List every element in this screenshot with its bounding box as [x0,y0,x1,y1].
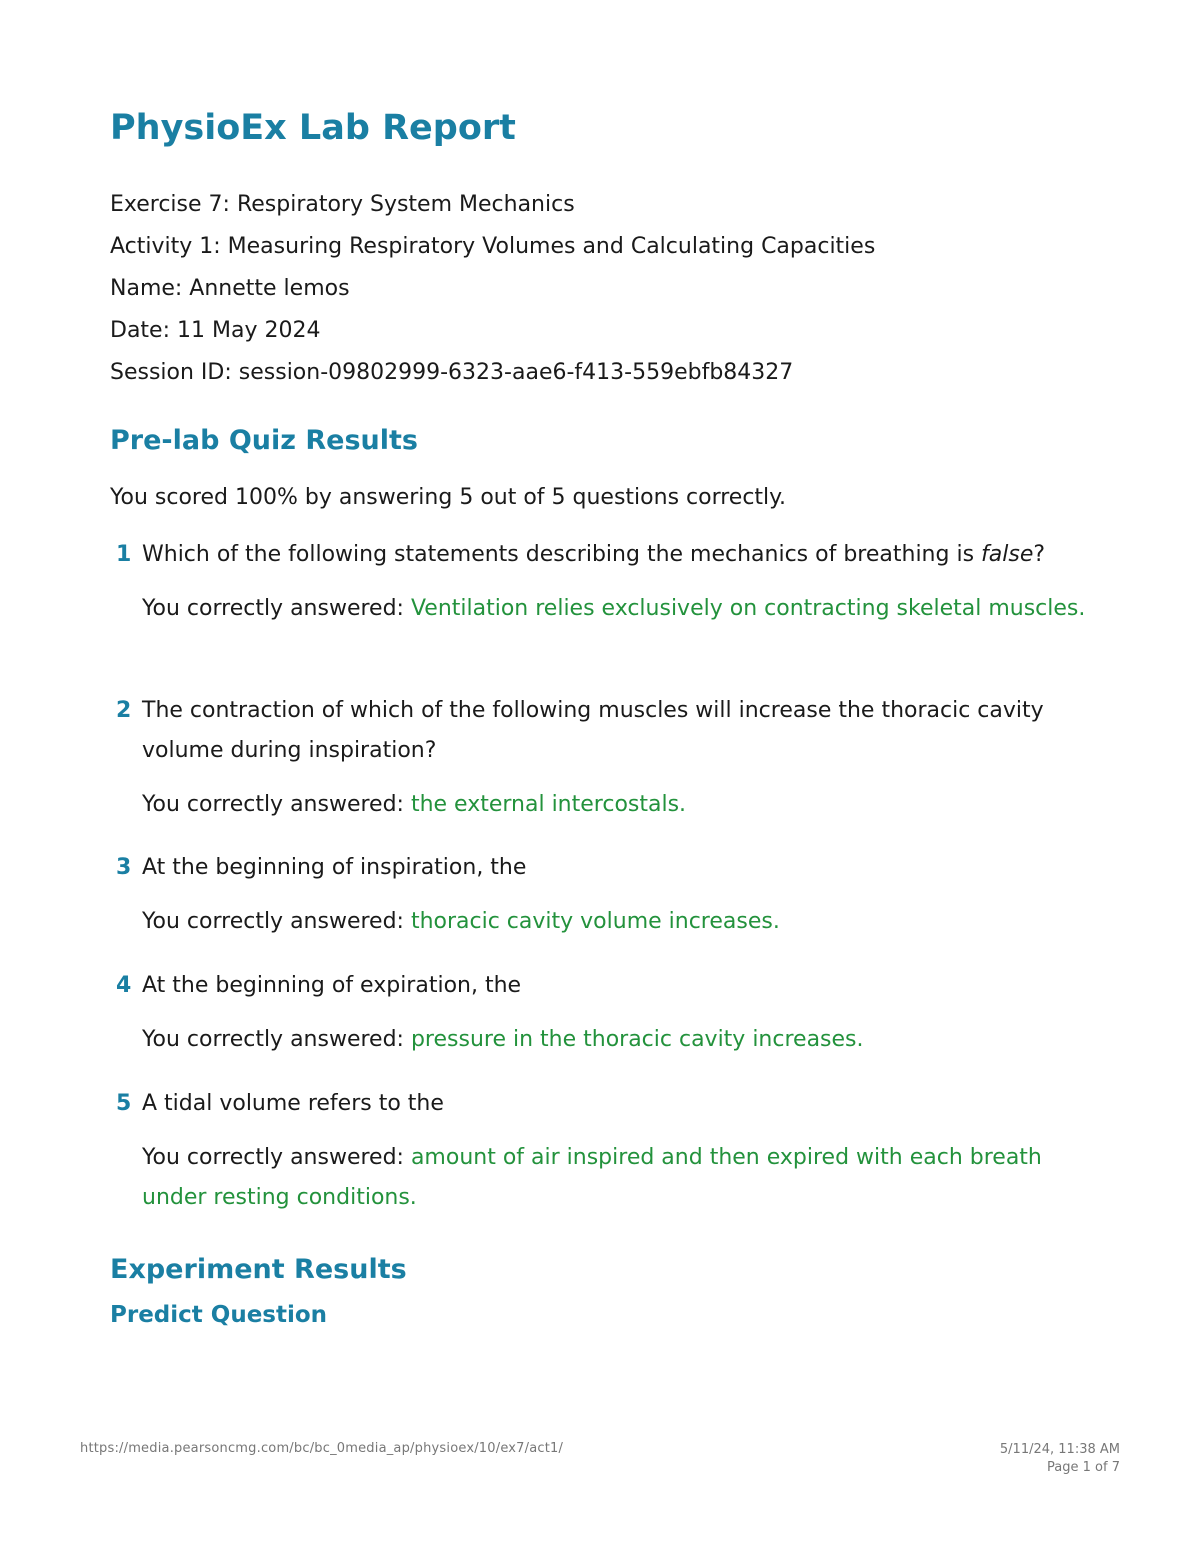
question-text: At the beginning of expiration, the [142,973,522,998]
question-number: 2 [116,698,132,723]
experiment-heading: Experiment Results [110,1254,407,1285]
answer-prefix: You correctly answered: [142,792,411,817]
answer-value: amount of air inspired and then expired with each breath under resting conditions. [142,1145,1042,1210]
report-meta [110,189,875,399]
question-text: At the beginning of inspiration, the [142,855,527,880]
answer-value: pressure in the thoracic cavity increases. [410,1027,864,1052]
question-number: 1 [116,542,132,567]
answer-prefix: You correctly answered: [142,596,411,621]
question-emphasis: false [981,542,1034,567]
question-text: The contraction of which of the following muscles will increase the thoracic cavity volume during inspiration? [142,698,1044,763]
question-answer [110,589,1092,629]
answer-prefix: You correctly answered: [142,1145,411,1170]
name-line: Name: Annette lemos [110,276,350,301]
quiz-score: You scored 100% by answering 5 out of 5 questions correctly. [110,485,787,510]
question-answer [110,1138,1092,1218]
footer-datetime: 5/11/24, 11:38 AM [999,1442,1120,1457]
quiz-question [110,1084,1110,1218]
exercise-line: Exercise 7: Respiratory System Mechanics [110,192,575,217]
quiz-question [110,966,1110,1060]
prelab-heading: Pre-lab Quiz Results [110,425,418,456]
quiz-question [110,848,1110,942]
question-text: Which of the following statements describing the mechanics of breathing is false? [142,542,1046,567]
answer-value: Ventilation relies exclusively on contracting skeletal muscles. [410,596,1086,621]
question-answer [110,785,1092,825]
report-title: PhysioEx Lab Report [110,108,516,148]
footer-page-number: Page 1 of 7 [1047,1460,1120,1475]
footer-info [1000,1441,1120,1477]
question-number: 4 [116,973,132,998]
quiz-question [110,535,1110,629]
quiz-question [110,691,1110,825]
answer-prefix: You correctly answered: [142,1027,411,1052]
date-line: Date: 11 May 2024 [110,318,321,343]
question-number: 3 [116,855,132,880]
predict-question-heading: Predict Question [110,1302,328,1328]
question-text: A tidal volume refers to the [142,1091,444,1116]
session-id-line: Session ID: session-09802999-6323-aae6-f413-559ebfb84327 [110,360,794,385]
question-answer [110,902,1092,942]
question-answer [110,1020,1092,1060]
activity-line: Activity 1: Measuring Respiratory Volumes and Calculating Capacities [110,234,876,259]
answer-value: thoracic cavity volume increases. [410,909,780,934]
question-number: 5 [116,1091,132,1116]
answer-value: the external intercostals. [410,792,687,817]
footer-url: https://media.pearsoncmg.com/bc/bc_0media_ap/physioex/10/ex7/act1/ [80,1441,564,1456]
answer-prefix: You correctly answered: [142,909,411,934]
